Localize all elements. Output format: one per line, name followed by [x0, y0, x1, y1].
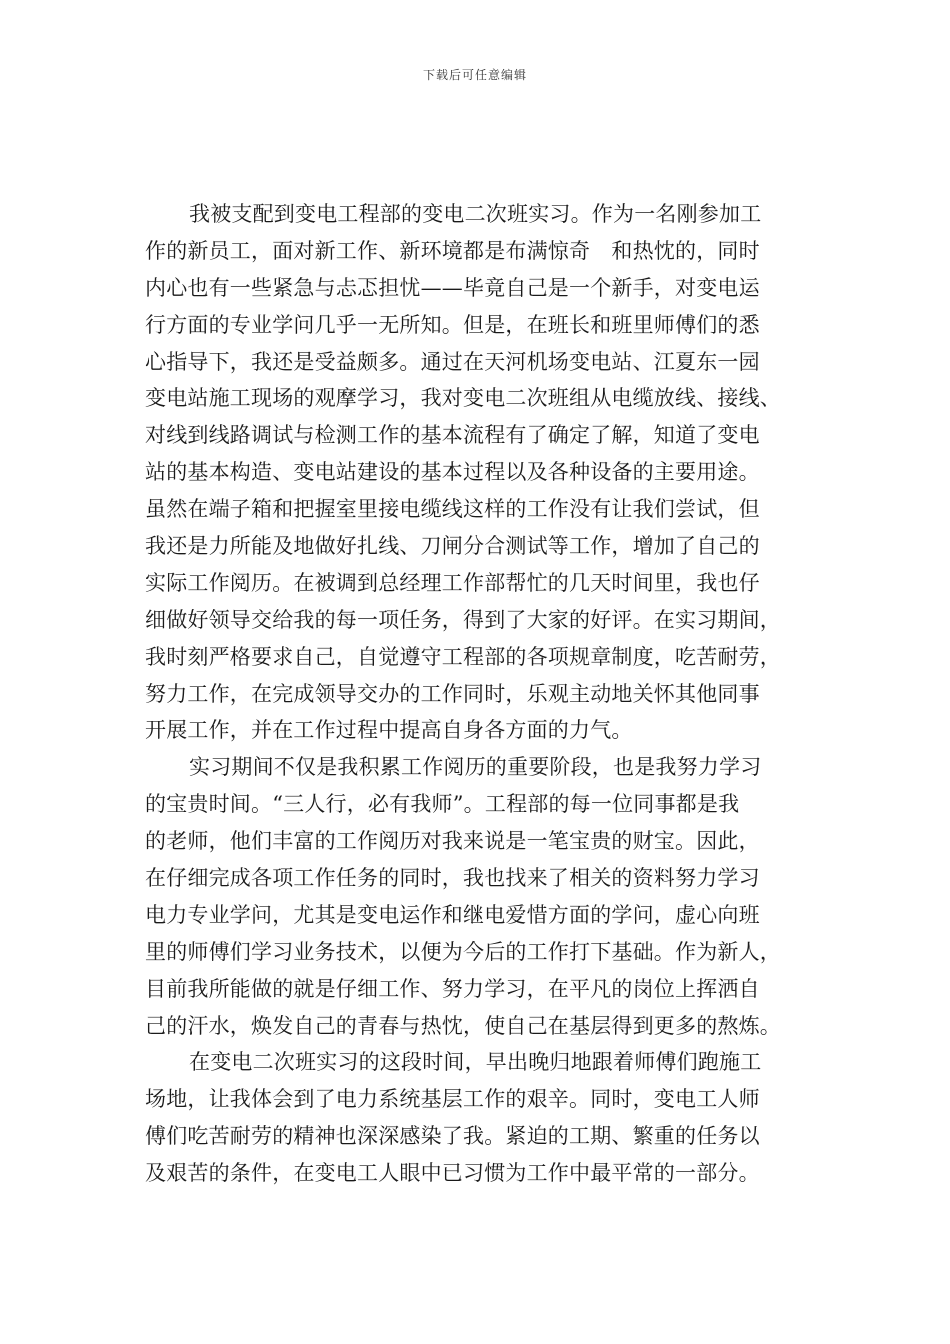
text-line: 实际工作阅历。在被调到总经理工作部帮忙的几天时间里，我也仔: [145, 570, 760, 595]
page-header-note: 下载后可任意编辑: [422, 68, 527, 82]
paragraph-3: [145, 1044, 830, 1192]
text-line: 我被支配到变电工程部的变电二次班实习。作为一名刚参加工: [189, 202, 762, 226]
text-line: 变电站施工现场的观摩学习，我对变电二次班组从电缆放线、接线、: [145, 386, 781, 411]
text-line: 站的基本构造、变电站建设的基本过程以及各种设备的主要用途。: [145, 460, 760, 485]
text-line: 我还是力所能及地做好扎线、刀闸分合测试等工作，增加了自己的: [145, 534, 760, 559]
text-line: 及艰苦的条件，在变电工人眼中已习惯为工作中最平常的一部分。: [145, 1161, 760, 1186]
text-line: 在变电二次班实习的这段时间，早出晚归地跟着师傅们跑施工: [189, 1050, 762, 1075]
text-line: 的宝贵时间。“三人行，必有我师”。工程部的每一位同事都是我: [145, 792, 740, 817]
text-line: 目前我所能做的就是仔细工作、努力学习，在平凡的岗位上挥洒自: [145, 976, 760, 1001]
text-line: 电力专业学问，尤其是变电运作和继电爱惜方面的学问，虚心向班: [145, 902, 760, 927]
text-line: 行方面的专业学问几乎一无所知。但是，在班长和班里师傅们的悉: [145, 312, 760, 337]
text-line: 作的新员工，面对新工作、新环境都是布满惊奇 和热忱的，同时: [145, 238, 760, 263]
text-line: 傅们吃苦耐劳的精神也深深感染了我。紧迫的工期、繁重的任务以: [145, 1124, 760, 1149]
text-line: 细做好领导交给我的每一项任务，得到了大家的好评。在实习期间，: [145, 607, 781, 632]
paragraph-2: [145, 749, 830, 1044]
text-line: 内心也有一些紧急与忐忑担忧——毕竟自己是一个新手，对变电运: [145, 275, 760, 300]
text-line: 虽然在端子箱和把握室里接电缆线这样的工作没有让我们尝试，但: [145, 497, 760, 522]
text-line: 在仔细完成各项工作任务的同时，我也找来了相关的资料努力学习: [145, 866, 760, 891]
text-line: 开展工作，并在工作过程中提高自身各方面的力气。: [145, 718, 633, 743]
text-line: 对线到线路调试与检测工作的基本流程有了确定了解，知道了变电: [145, 423, 760, 448]
text-line: 我时刻严格要求自己，自觉遵守工程部的各项规章制度，吃苦耐劳，: [145, 644, 781, 669]
document-body: [145, 196, 830, 1192]
paragraph-1: [145, 196, 830, 749]
text-line: 心指导下，我还是受益颇多。通过在天河机场变电站、江夏东一园: [145, 349, 760, 374]
text-line: 场地，让我体会到了电力系统基层工作的艰辛。同时，变电工人师: [145, 1087, 760, 1112]
text-line: 的老师，他们丰富的工作阅历对我来说是一笔宝贵的财宝。因此，: [145, 829, 760, 854]
text-line: 实习期间不仅是我积累工作阅历的重要阶段，也是我努力学习: [189, 755, 762, 780]
text-line: 里的师傅们学习业务技术，以便为今后的工作打下基础。作为新人，: [145, 939, 781, 964]
text-line: 努力工作，在完成领导交办的工作同时，乐观主动地关怀其他同事: [145, 681, 760, 706]
text-line: 己的汗水，焕发自己的青春与热忱，使自己在基层得到更多的熬炼。: [145, 1013, 781, 1038]
